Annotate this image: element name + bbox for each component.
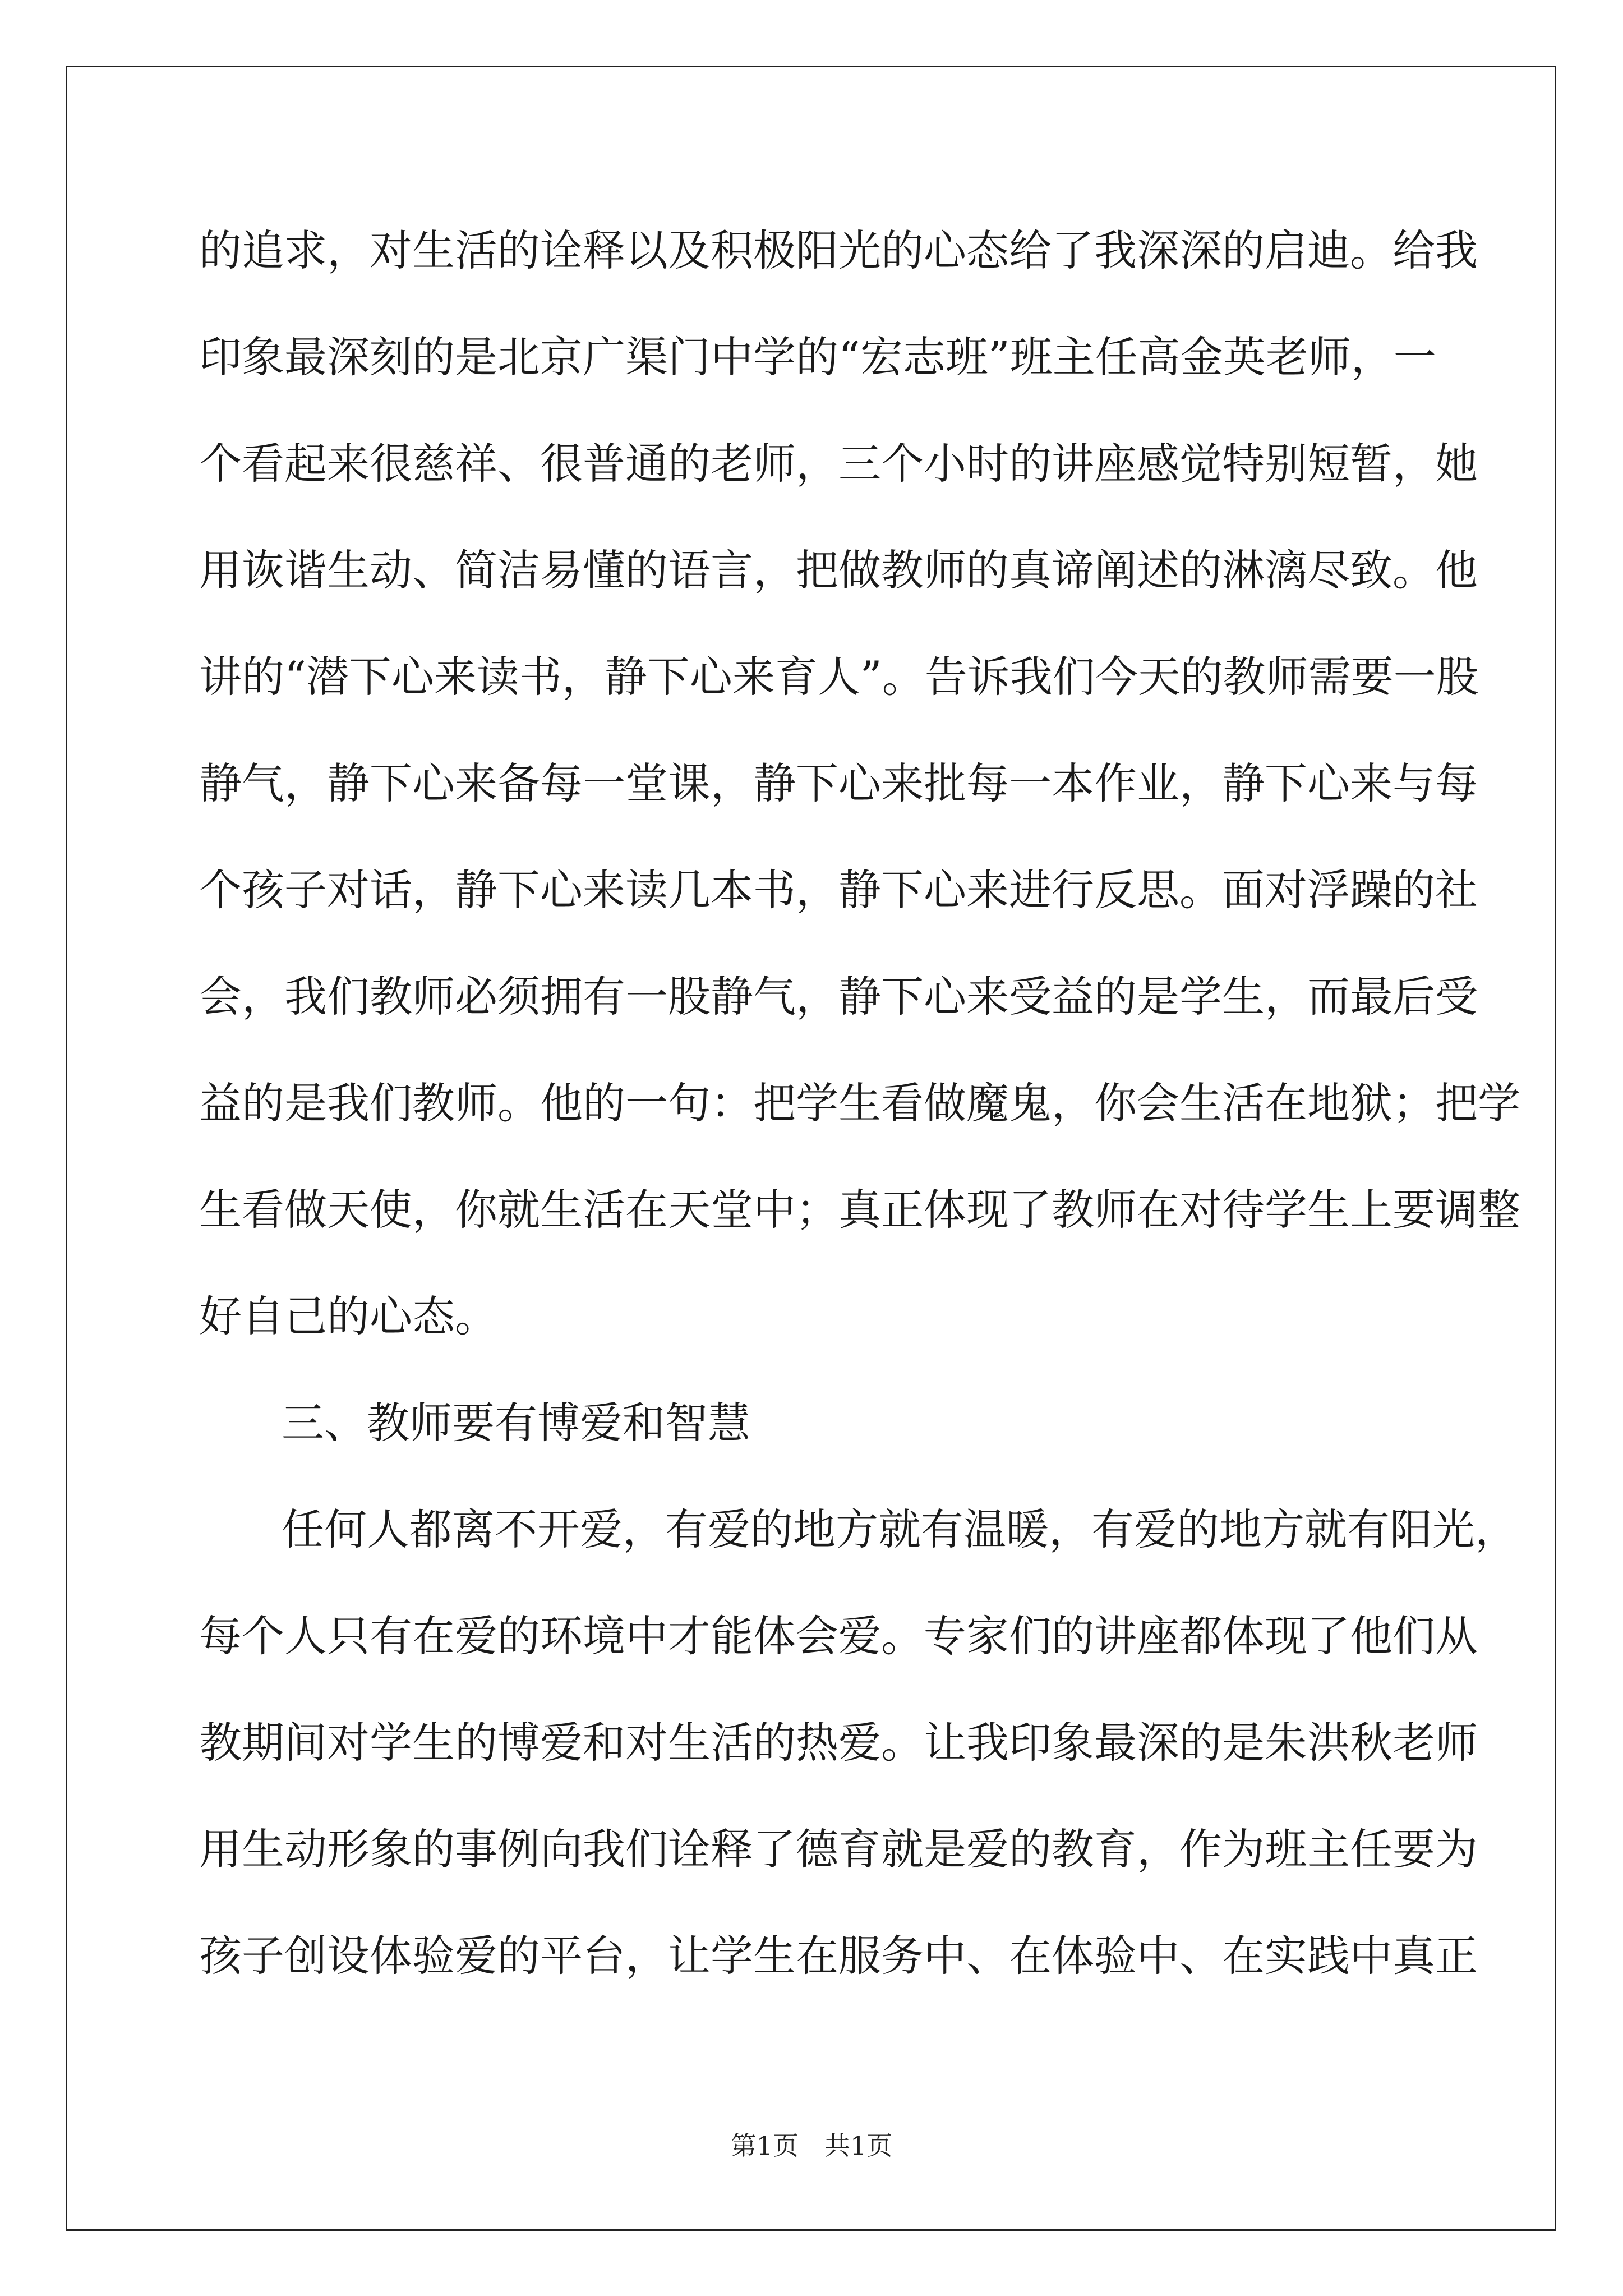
text-line: 会，我们教师必须拥有一股静气，静下心来受益的是学生，而最后受 (199, 972, 1478, 1022)
text-line: 个孩子对话，静下心来读几本书，静下心来进行反思。面对浮躁的社 (199, 865, 1478, 915)
page-footer: 第1页 共1页 (730, 2131, 893, 2161)
section-heading: 三、教师要有博爱和智慧 (282, 1398, 750, 1448)
text-line: 讲的“潜下心来读书，静下心来育人”。告诉我们今天的教师需要一股 (199, 652, 1479, 702)
text-line: 静气，静下心来备每一堂课，静下心来批每一本作业，静下心来与每 (199, 758, 1478, 808)
text-line: 印象最深刻的是北京广渠门中学的“宏志班”班主任高金英老师，一 (199, 332, 1436, 382)
text-line: 好自己的心态。 (199, 1291, 497, 1341)
text-line: 用生动形象的事例向我们诠释了德育就是爱的教育，作为班主任要为 (199, 1824, 1478, 1874)
text-line: 益的是我们教师。他的一句：把学生看做魔鬼，你会生活在地狱；把学 (199, 1078, 1520, 1128)
page-border (66, 66, 1556, 2231)
text-line: 任何人都离不开爱，有爱的地方就有温暖，有爱的地方就有阳光， (282, 1504, 1518, 1554)
text-line: 教期间对学生的博爱和对生活的热爱。让我印象最深的是朱洪秋老师 (199, 1718, 1478, 1768)
text-line: 用诙谐生动、简洁易懂的语言，把做教师的真谛阐述的淋漓尽致。他 (199, 545, 1478, 595)
text-line: 每个人只有在爱的环境中才能体会爱。专家们的讲座都体现了他们从 (199, 1611, 1478, 1661)
text-line: 个看起来很慈祥、很普通的老师，三个小时的讲座感觉特别短暂，她 (199, 439, 1478, 489)
text-line: 生看做天使，你就生活在天堂中；真正体现了教师在对待学生上要调整 (199, 1185, 1520, 1235)
text-line: 孩子创设体验爱的平台，让学生在服务中、在体验中、在实践中真正 (199, 1931, 1478, 1981)
text-line: 的追求，对生活的诠释以及积极阳光的心态给了我深深的启迪。给我 (199, 226, 1478, 275)
